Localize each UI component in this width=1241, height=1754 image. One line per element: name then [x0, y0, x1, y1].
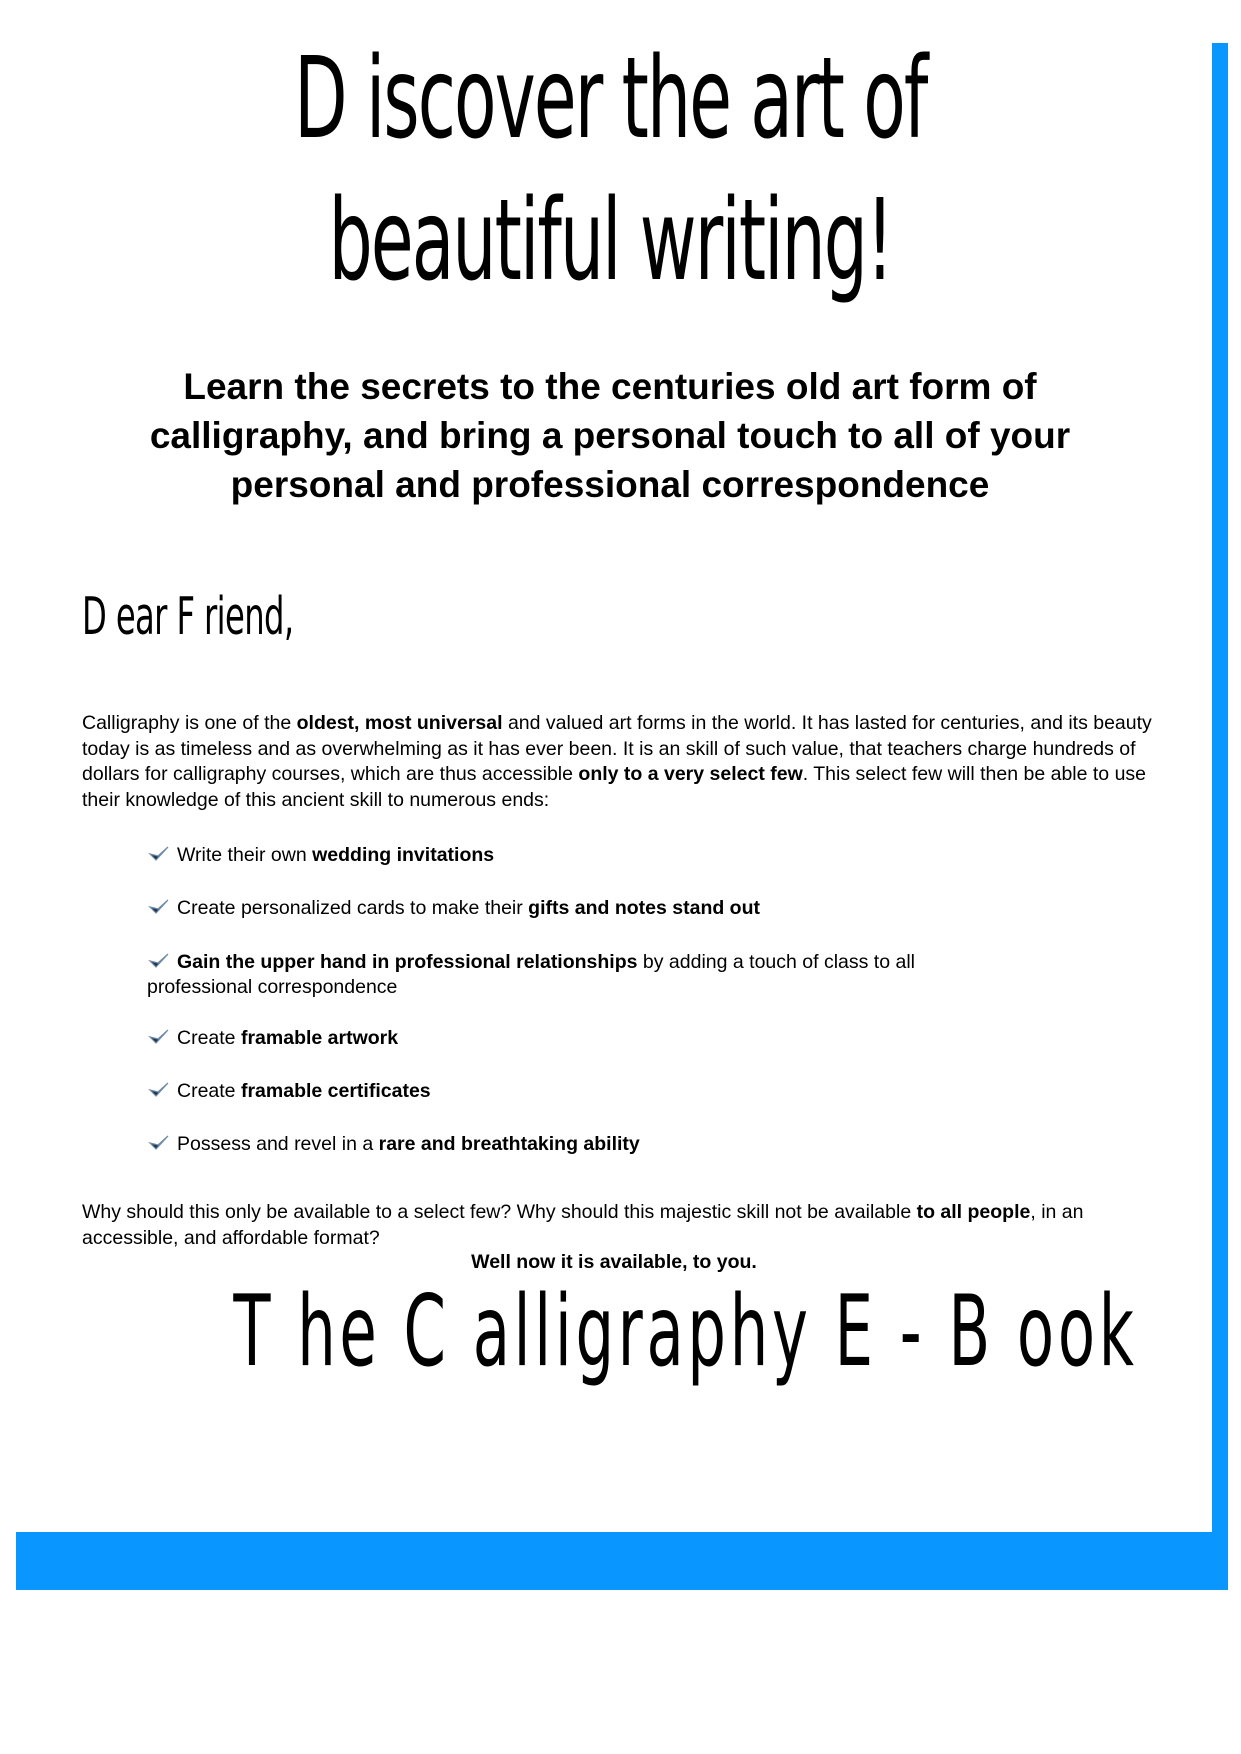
benefit-text-after: by adding a touch of class to all professional correspondence [147, 950, 915, 999]
ebook-title: T he C alligraphy E - B ook [233, 1275, 1138, 1389]
bottom-accent-bar [16, 1532, 1228, 1590]
intro-bold-1: oldest, most universal [296, 712, 503, 734]
intro-bold-2: only to a very select few [578, 763, 803, 785]
question-paragraph [82, 1200, 1157, 1251]
greeting: D ear F riend, [82, 587, 294, 647]
benefit-bold: framable certificates [240, 1079, 431, 1102]
benefit-item [147, 1026, 1017, 1052]
benefit-item [147, 950, 1017, 1001]
headline-line-1: D iscover the art of [294, 34, 927, 164]
checkmark-icon [147, 1134, 174, 1152]
question-bold: to all people [916, 1201, 1031, 1223]
checkmark-icon [147, 1028, 174, 1046]
intro-paragraph [82, 711, 1157, 813]
intro-text-3: . This select few will then be able to use their knowledge of this ancient skill to numerous ends: [82, 763, 1147, 811]
available-line: Well now it is available, to you. [471, 1251, 757, 1273]
checkmark-icon [147, 845, 174, 863]
benefits-list [147, 843, 1017, 1185]
headline-line-2: beautiful writing! [328, 176, 892, 306]
benefit-text: Possess and revel in a [177, 1133, 379, 1156]
benefit-text: Write their own [177, 844, 313, 866]
benefit-item [147, 1079, 1017, 1105]
question-text-1: Why should this only be available to a select few? Why should this majestic skill not be available [82, 1201, 917, 1223]
benefit-item [147, 896, 1017, 922]
benefit-bold: Gain the upper hand in professional relationships [177, 950, 638, 973]
benefit-bold: wedding invitations [312, 844, 495, 866]
intro-text-1: Calligraphy is one of the [82, 712, 297, 734]
benefit-bold: framable artwork [240, 1026, 399, 1049]
intro-text-2: and valued art forms in the world. It has lasted for centuries, and its beauty today is as timeless and as overwhelming as it has ever been. It is an skill of such value, that teachers charge hundreds of dollars for calligraphy courses, which are thus accessible [82, 712, 1152, 785]
right-accent-bar [1212, 43, 1228, 1590]
benefit-text: Create [177, 1026, 241, 1049]
benefit-item [147, 843, 1017, 869]
benefit-item [147, 1132, 1017, 1158]
checkmark-icon [147, 1081, 174, 1099]
checkmark-icon [147, 898, 174, 916]
subheadline: Learn the secrets to the centuries old art form of calligraphy, and bring a personal touch to all of your personal and professional correspondence [149, 366, 1071, 505]
headline [232, 28, 989, 312]
question-text-2: , in an accessible, and affordable format? [82, 1201, 1084, 1249]
checkmark-icon [147, 952, 174, 970]
benefit-text: Create [177, 1079, 241, 1102]
benefit-bold: gifts and notes stand out [528, 897, 761, 920]
benefit-bold: rare and breathtaking ability [378, 1133, 640, 1156]
benefit-text: Create personalized cards to make their [177, 897, 529, 920]
